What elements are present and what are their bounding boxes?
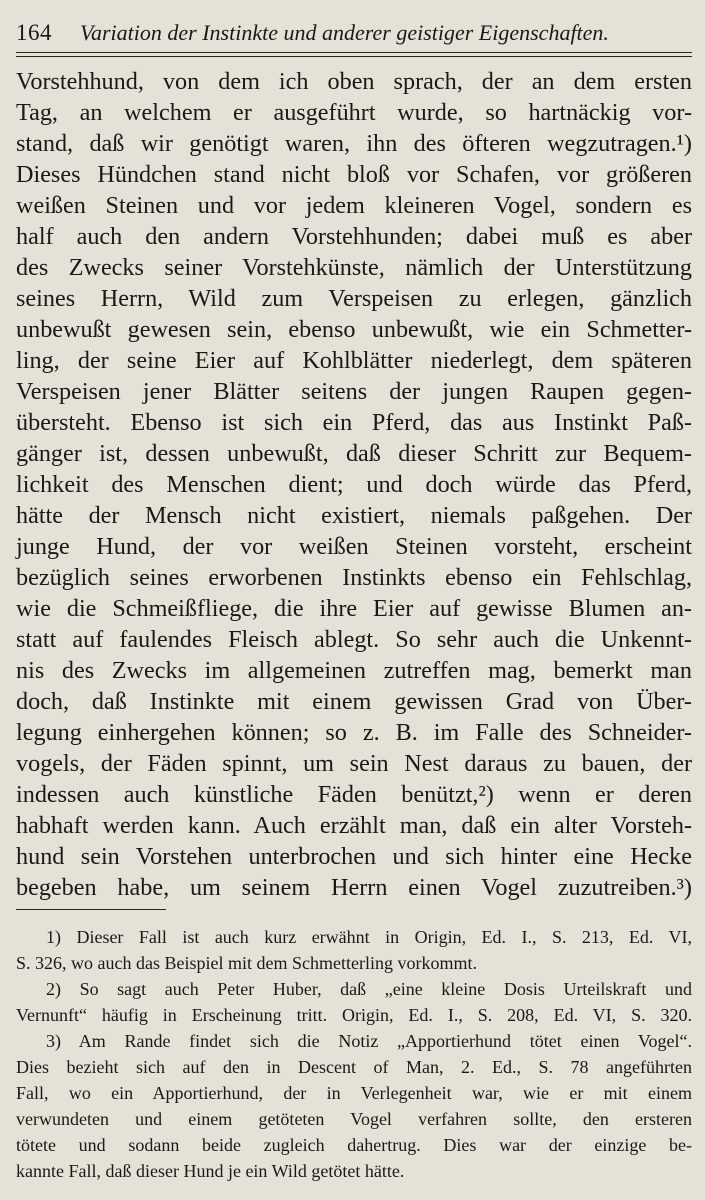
body-line: des Zwecks seiner Vorstehkünste, nämlich der Unterstützung [16,254,692,281]
footnote-line: 3) Am Rande findet sich die Notiz „Apportierhund tötet einen Vogel“. [46,1031,692,1051]
body-line: übersteht. Ebenso ist sich ein Pferd, das aus Instinkt Paß- [16,409,692,436]
body-line: bezüglich seines erworbenen Instinkts ebenso ein Fehlschlag, [16,564,692,591]
body-line: half auch den andern Vorstehhunden; dabei muß es aber [16,223,692,250]
body-line: Tag, an welchem er ausgeführt wurde, so hartnäckig vor- [16,99,692,126]
footnote-line: Dies bezieht sich auf den in Descent of Man, 2. Ed., S. 78 angeführten [16,1057,692,1077]
body-line: ling, der seine Eier auf Kohlblätter niederlegt, dem späteren [16,347,692,374]
body-line: hund sein Vorstehen unterbrochen und sich hinter eine Hecke [16,843,692,870]
footnote-separator [16,909,166,910]
body-line: indessen auch künstliche Fäden benützt,²) wenn er deren [16,781,692,808]
footnote-line: kannte Fall, daß dieser Hund je ein Wild getötet hätte. [16,1161,405,1181]
body-line: nis des Zwecks im allgemeinen zutreffen mag, bemerkt man [16,657,692,684]
footnote-line: Fall, wo ein Apportierhund, der in Verlegenheit war, wie er mit einem [16,1083,692,1103]
body-line: begeben habe, um seinem Herrn einen Vogel zuzutreiben.³) [16,874,692,901]
body-line: junge Hund, der vor weißen Steinen vorsteht, erscheint [16,533,692,560]
body-line: vogels, der Fäden spinnt, um sein Nest daraus zu bauen, der [16,750,692,777]
body-line: doch, daß Instinkte mit einem gewissen Grad von Über- [16,688,692,715]
body-line: Dieses Hündchen stand nicht bloß vor Schafen, vor größeren [16,161,692,188]
body-line: seines Herrn, Wild zum Verspeisen zu erlegen, gänzlich [16,285,692,312]
body-line: Verspeisen jener Blätter seitens der jungen Raupen gegen- [16,378,692,405]
body-line: wie die Schmeißfliege, die ihre Eier auf gewisse Blumen an- [16,595,692,622]
page-number: 164 [16,20,52,45]
body-line: unbewußt gewesen sein, ebenso unbewußt, wie ein Schmetter- [16,316,692,343]
header-rule [16,52,692,53]
running-title: Variation der Instinkte und anderer geistiger Eigenschaften. [80,20,609,45]
body-line: weißen Steinen und vor jedem kleineren Vogel, sondern es [16,192,692,219]
header-rule-second [16,56,692,57]
body-line: legung einhergehen können; so z. B. im Falle des Schneider- [16,719,692,746]
footnote-line: 1) Dieser Fall ist auch kurz erwähnt in Origin, Ed. I., S. 213, Ed. VI, [46,927,692,947]
body-line: lichkeit des Menschen dient; und doch würde das Pferd, [16,471,692,498]
footnote-line: tötete und sodann beide zugleich dahertrug. Dies war der einzige be- [16,1135,692,1155]
footnote-line: S. 326, wo auch das Beispiel mit dem Schmetterling vorkommt. [16,953,477,973]
body-line: hätte der Mensch nicht existiert, niemals paßgehen. Der [16,502,692,529]
body-line: statt auf faulendes Fleisch ablegt. So sehr auch die Unkennt- [16,626,692,653]
page-header [16,14,688,50]
body-line: Vorstehhund, von dem ich oben sprach, der an dem ersten [16,68,692,95]
footnote-line: Vernunft“ häufig in Erscheinung tritt. Origin, Ed. I., S. 208, Ed. VI, S. 320. [16,1005,692,1025]
body-line: stand, daß wir genötigt waren, ihn des öfteren wegzutragen.¹) [16,130,692,157]
footnote-line: verwundeten und einem getöteten Vogel verfahren sollte, den ersteren [16,1109,692,1129]
body-line: gänger ist, dessen unbewußt, daß dieser Schritt zur Bequem- [16,440,692,467]
body-line: habhaft werden kann. Auch erzählt man, daß ein alter Vorsteh- [16,812,692,839]
footnote-line: 2) So sagt auch Peter Huber, daß „eine kleine Dosis Urteilskraft und [46,979,692,999]
